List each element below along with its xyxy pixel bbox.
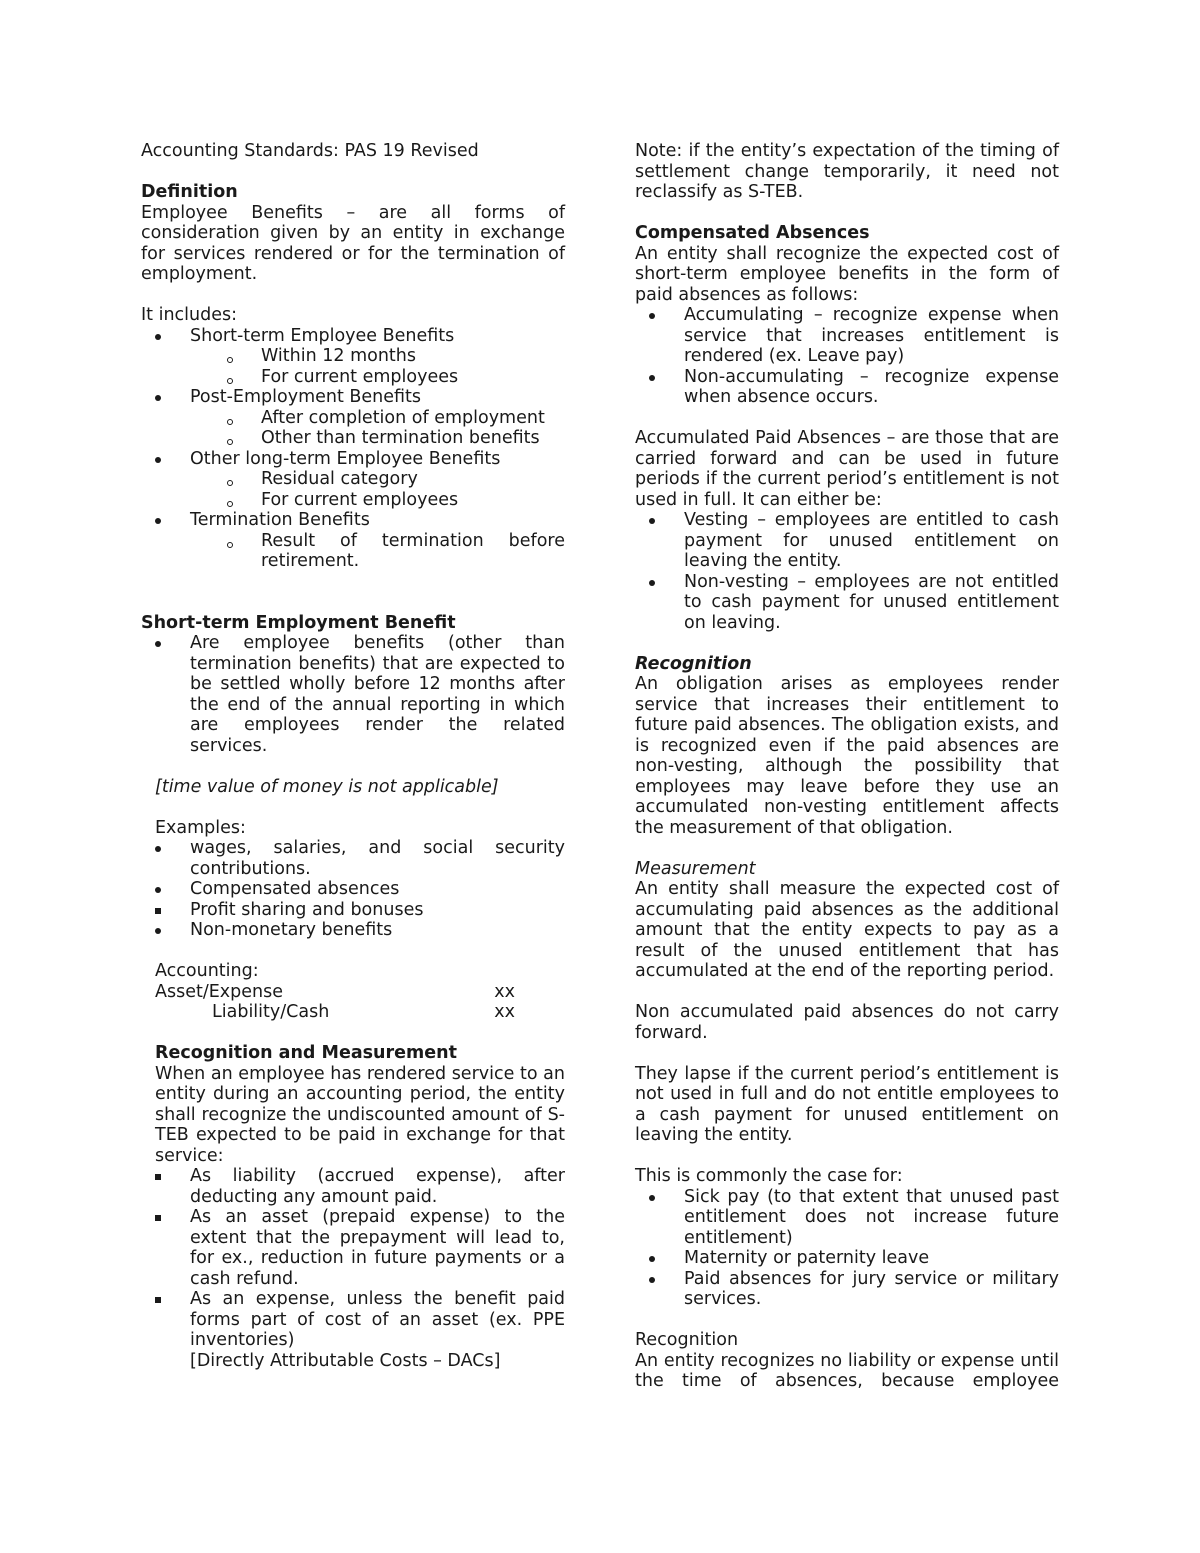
circle-bullet-icon <box>227 439 233 445</box>
rm-text: When an employee has rendered service to an entity during an accounting period, the entity shall recognize the undiscounted amount of S-TEB expected to be paid in exchange for that service: <box>155 1063 565 1166</box>
bullet-icon <box>155 928 161 934</box>
list-item: Short-term Employee Benefits <box>141 326 565 347</box>
recognition-text: An obligation arises as employees render service that increases their entitlement to future paid absences. The obligation exists, and is recognized even if the paid absences are non-vesting, although the possibility that employees may leave before they use an accumulated non-vesting entitlement affects the measurement of that obligation. <box>635 674 1059 838</box>
recognition2-text: An entity recognizes no liability or expense until the time of absences, because employee <box>635 1350 1059 1391</box>
recognition-heading: Recognition <box>635 653 752 674</box>
bullet-icon <box>155 1215 161 1221</box>
list-item: Post-Employment Benefits <box>141 387 565 408</box>
dac-note: [Directly Attributable Costs – DACs] <box>190 1350 501 1371</box>
common-list <box>635 1187 1059 1310</box>
note-text: Note: if the entity’s expectation of the timing of settlement change temporarily, it need not reclassify as S-TEB. <box>635 141 1059 202</box>
debit-line: Asset/Expense xx <box>155 981 515 1002</box>
bullet-icon <box>155 518 161 524</box>
bullet-icon <box>155 846 161 852</box>
left-column <box>141 141 565 1371</box>
list-item: Are employee benefits (other than termination benefits) that are expected to be settled wholly before 12 months after the end of the annual reporting in which are employees render the related services. <box>141 633 565 756</box>
lapse-text: They lapse if the current period’s entitlement is not used in full and do not entitle employees to a cash payment for unused entitlement on leaving the entity. <box>635 1063 1059 1145</box>
bullet-icon <box>649 375 655 381</box>
measurement-text: An entity shall measure the expected cost of accumulating paid absences as the additional amount that the entity expects to pay as a result of the unused entitlement that has accumulated at the end of the reporting period. <box>635 879 1059 981</box>
recognition2-heading: Recognition <box>635 1330 739 1350</box>
bullet-icon <box>155 1297 161 1303</box>
circle-bullet-icon <box>227 501 233 507</box>
bullet-icon <box>649 580 655 586</box>
bullet-icon <box>649 313 655 319</box>
list-item: Termination Benefits <box>141 510 565 531</box>
definition-text: Employee Benefits – are all forms of consideration given by an entity in exchange for services rendered or for the termination of employment. <box>141 202 565 284</box>
accounting-label: Accounting: <box>155 961 259 981</box>
list-item: Accumulating – recognize expense when service that increases entitlement is rendered (ex. Leave pay) <box>635 305 1059 367</box>
bullet-icon <box>155 908 161 914</box>
bullet-icon <box>155 641 161 647</box>
bullet-icon <box>155 887 161 893</box>
rm-heading: Recognition and Measurement <box>155 1043 457 1063</box>
steb-heading: Short-term Employment Benefit <box>141 612 456 633</box>
tvm-note: [time value of money is not applicable] <box>155 776 499 797</box>
list-item: Sick pay (to that extent that unused past entitlement does not increase future entitlement) <box>635 1187 1059 1249</box>
bullet-icon <box>649 1256 655 1262</box>
definition-heading: Definition <box>141 182 238 202</box>
circle-bullet-icon <box>227 378 233 384</box>
bullet-icon <box>649 1277 655 1283</box>
document-title: Accounting Standards: PAS 19 Revised <box>141 141 479 161</box>
ca-list <box>635 305 1059 408</box>
list-item: As an asset (prepaid expense) to the extent that the prepayment will lead to, for ex., reduction in future payments or a cash refund. <box>141 1207 565 1289</box>
list-item: As liability (accrued expense), after deducting any amount paid. <box>141 1166 565 1207</box>
list-item: Compensated absences <box>141 879 565 900</box>
bullet-icon <box>155 395 161 401</box>
sub-list-item: Within 12 months <box>141 346 565 367</box>
sub-list-item: Result of termination before retirement. <box>141 531 565 572</box>
sub-list-item: Residual category <box>141 469 565 490</box>
list-item: As an expense, unless the benefit paid forms part of cost of an asset (ex. PPE inventories) <box>141 1289 565 1351</box>
steb-list <box>141 633 565 756</box>
circle-bullet-icon <box>227 419 233 425</box>
examples-list <box>141 838 565 941</box>
list-item: Non-vesting – employees are not entitled to cash payment for unused entitlement on leaving. <box>635 572 1059 634</box>
circle-bullet-icon <box>227 357 233 363</box>
list-item: Non-accumulating – recognize expense when absence occurs. <box>635 367 1059 408</box>
list-item: Other long-term Employee Benefits <box>141 449 565 470</box>
circle-bullet-icon <box>227 542 233 548</box>
sub-list-item: For current employees <box>141 367 565 388</box>
journal-entry <box>141 982 565 1023</box>
common-label: This is commonly the case for: <box>635 1166 903 1186</box>
includes-list <box>141 326 565 572</box>
list-item: Profit sharing and bonuses <box>141 900 565 921</box>
examples-label: Examples: <box>155 817 246 838</box>
apa-list <box>635 510 1059 633</box>
list-item: Maternity or paternity leave <box>635 1248 1059 1269</box>
measurement-heading: Measurement <box>635 858 756 879</box>
sub-list-item: After completion of employment <box>141 408 565 429</box>
bullet-icon <box>155 457 161 463</box>
includes-label: It includes: <box>141 305 238 325</box>
rm-list <box>141 1166 565 1351</box>
sub-list-item: Other than termination benefits <box>141 428 565 449</box>
ca-heading: Compensated Absences <box>635 223 870 243</box>
list-item: Paid absences for jury service or military services. <box>635 1269 1059 1310</box>
circle-bullet-icon <box>227 480 233 486</box>
ca-text: An entity shall recognize the expected cost of short-term employee benefits in the form of paid absences as follows: <box>635 243 1059 305</box>
bullet-icon <box>649 518 655 524</box>
list-item: Vesting – employees are entitled to cash payment for unused entitlement on leaving the entity. <box>635 510 1059 572</box>
list-item: Non-monetary benefits <box>141 920 565 941</box>
credit-line: Liability/Cash xx <box>212 1002 515 1022</box>
non-accumulated-text: Non accumulated paid absences do not carry forward. <box>635 1002 1059 1043</box>
sub-list-item: For current employees <box>141 490 565 511</box>
bullet-icon <box>155 1174 161 1180</box>
list-item: wages, salaries, and social security contributions. <box>141 838 565 879</box>
right-column <box>635 141 1059 1392</box>
bullet-icon <box>649 1195 655 1201</box>
bullet-icon <box>155 334 161 340</box>
apa-text: Accumulated Paid Absences – are those that are carried forward and can be used in future periods if the current period’s entitlement is not used in full. It can either be: <box>635 428 1059 510</box>
